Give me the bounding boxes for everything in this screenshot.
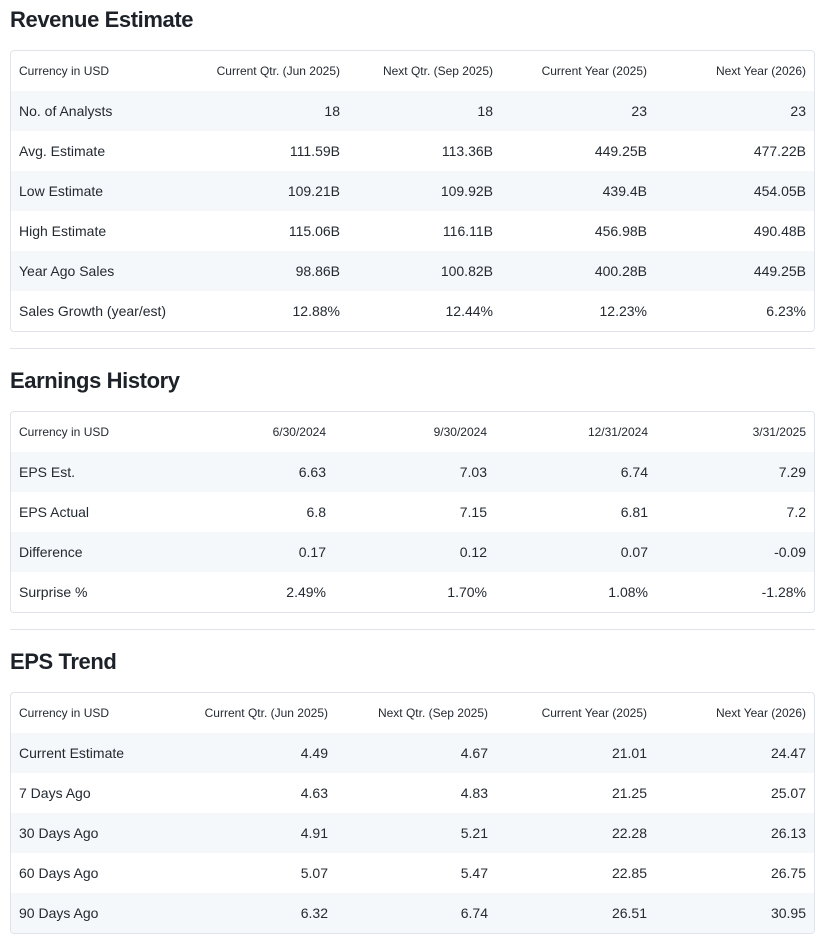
table-cell: 6.8 — [306, 504, 326, 520]
table-row — [11, 452, 814, 492]
table-cell: 449.25B — [594, 143, 647, 159]
table-cell: 109.21B — [287, 183, 340, 199]
column-header: 3/31/2025 — [752, 425, 806, 439]
row-label: Current Estimate — [19, 745, 125, 761]
table-row — [11, 91, 814, 131]
table-cell: 12.88% — [292, 303, 340, 319]
column-header: Currency in USD — [19, 706, 110, 720]
table-header-row — [11, 412, 814, 452]
table-cell: 4.63 — [300, 785, 328, 801]
column-header: Next Year (2026) — [715, 64, 806, 78]
table-cell: 0.12 — [459, 544, 487, 560]
table-cell: 26.13 — [770, 825, 806, 841]
table-cell: -1.28% — [761, 584, 806, 600]
table-row — [11, 492, 814, 532]
table-row — [11, 893, 814, 933]
row-label: Low Estimate — [19, 183, 104, 199]
table-cell: 24.47 — [770, 745, 806, 761]
table-cell: 21.25 — [611, 785, 647, 801]
row-label: Sales Growth (year/est) — [19, 303, 167, 319]
table-cell: 7.15 — [459, 504, 487, 520]
table-cell: 6.81 — [620, 504, 648, 520]
table-row — [11, 532, 814, 572]
row-label: No. of Analysts — [19, 103, 113, 119]
table-cell: 4.49 — [300, 745, 328, 761]
table-row — [11, 773, 814, 813]
table-cell: 4.83 — [460, 785, 488, 801]
table-row — [11, 572, 814, 612]
section-title: EPS Trend — [10, 649, 117, 674]
section-title: Revenue Estimate — [10, 7, 194, 32]
table-cell: 7.2 — [786, 504, 806, 520]
table-cell: 23 — [631, 103, 647, 119]
table-cell: 25.07 — [770, 785, 806, 801]
section-title: Earnings History — [10, 368, 180, 393]
eps-trend-table-card — [10, 692, 815, 934]
table-cell: 30.95 — [770, 905, 806, 921]
table-cell: 5.07 — [300, 865, 328, 881]
column-header: Current Year (2025) — [541, 64, 647, 78]
table-cell: 4.67 — [460, 745, 488, 761]
section-divider — [10, 348, 815, 349]
table-cell: 23 — [790, 103, 806, 119]
table-cell: 12.44% — [445, 303, 493, 319]
earnings-history-table-card — [10, 411, 815, 613]
table-cell: 116.11B — [442, 223, 493, 239]
table-row — [11, 733, 814, 773]
table-cell: 454.05B — [753, 183, 806, 199]
table-cell: 18 — [477, 103, 493, 119]
table-cell: 7.03 — [459, 464, 487, 480]
column-header: Current Qtr. (Jun 2025) — [216, 64, 340, 78]
table-cell: 1.08% — [608, 584, 648, 600]
table-cell: 111.59B — [289, 143, 340, 159]
eps-trend-section — [10, 647, 815, 921]
column-header: 9/30/2024 — [433, 425, 487, 439]
table-cell: 6.74 — [460, 905, 488, 921]
row-label: 90 Days Ago — [19, 905, 99, 921]
revenue-estimate-table — [11, 51, 814, 331]
row-label: EPS Actual — [19, 504, 90, 520]
table-cell: 22.28 — [611, 825, 647, 841]
table-cell: 100.82B — [440, 263, 493, 279]
column-header: Currency in USD — [19, 64, 110, 78]
table-row — [11, 813, 814, 853]
row-label: EPS Est. — [19, 464, 76, 480]
table-row — [11, 251, 814, 291]
column-header: 12/31/2024 — [587, 425, 648, 439]
table-cell: 477.22B — [753, 143, 806, 159]
table-row — [11, 131, 814, 171]
row-label: Surprise % — [19, 584, 88, 600]
table-cell: 6.63 — [298, 464, 326, 480]
row-label: Avg. Estimate — [19, 143, 106, 159]
table-cell: 400.28B — [594, 263, 647, 279]
table-cell: 0.07 — [620, 544, 648, 560]
eps-trend-table — [11, 693, 814, 933]
revenue-estimate-section — [10, 5, 815, 319]
table-cell: 439.4B — [602, 183, 647, 199]
table-cell: 6.32 — [300, 905, 328, 921]
column-header: Current Year (2025) — [541, 706, 647, 720]
table-header-row — [11, 693, 814, 733]
table-cell: 6.74 — [620, 464, 648, 480]
table-cell: 109.92B — [440, 183, 493, 199]
table-cell: 98.86B — [295, 263, 340, 279]
earnings-history-section — [10, 366, 815, 600]
row-label: 60 Days Ago — [19, 865, 99, 881]
column-header: Next Qtr. (Sep 2025) — [377, 706, 488, 720]
table-cell: 5.21 — [460, 825, 488, 841]
table-cell: 456.98B — [594, 223, 647, 239]
row-label: Year Ago Sales — [19, 263, 115, 279]
revenue-estimate-table-card — [10, 50, 815, 332]
table-cell: 26.75 — [770, 865, 806, 881]
column-header: Current Qtr. (Jun 2025) — [204, 706, 328, 720]
row-label: 7 Days Ago — [19, 785, 91, 801]
row-label: High Estimate — [19, 223, 107, 239]
column-header: Currency in USD — [19, 425, 110, 439]
section-divider — [10, 629, 815, 630]
table-cell: 0.17 — [298, 544, 326, 560]
table-cell: -0.09 — [774, 544, 806, 560]
table-cell: 7.29 — [778, 464, 806, 480]
table-row — [11, 853, 814, 893]
row-label: Difference — [19, 544, 83, 560]
table-cell: 449.25B — [753, 263, 806, 279]
table-header-row — [11, 51, 814, 91]
earnings-history-table — [11, 412, 814, 612]
table-cell: 113.36B — [441, 143, 493, 159]
table-cell: 22.85 — [611, 865, 647, 881]
table-cell: 6.23% — [766, 303, 806, 319]
table-cell: 12.23% — [599, 303, 647, 319]
table-cell: 18 — [324, 103, 340, 119]
table-cell: 1.70% — [447, 584, 487, 600]
table-row — [11, 211, 814, 251]
table-cell: 21.01 — [611, 745, 647, 761]
column-header: Next Year (2026) — [715, 706, 806, 720]
table-cell: 115.06B — [288, 223, 340, 239]
table-cell: 490.48B — [753, 223, 806, 239]
table-row — [11, 291, 814, 331]
column-header: 6/30/2024 — [272, 425, 326, 439]
table-cell: 2.49% — [286, 584, 326, 600]
column-header: Next Qtr. (Sep 2025) — [382, 64, 493, 78]
table-cell: 4.91 — [300, 825, 328, 841]
table-row — [11, 171, 814, 211]
table-cell: 26.51 — [611, 905, 647, 921]
table-cell: 5.47 — [460, 865, 488, 881]
row-label: 30 Days Ago — [19, 825, 99, 841]
